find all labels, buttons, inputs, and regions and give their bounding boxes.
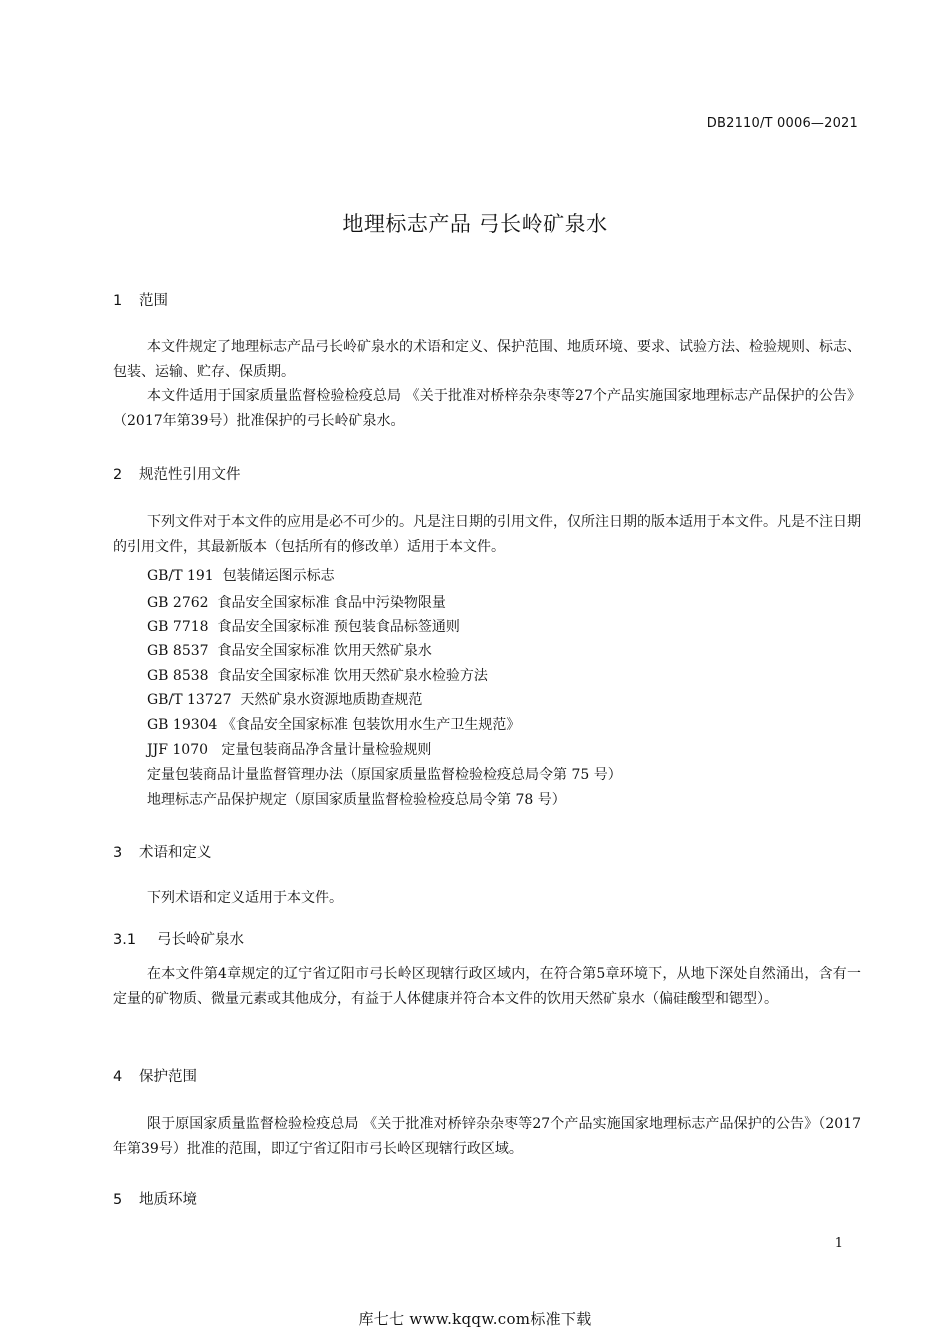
section-number: 2 [113, 467, 123, 483]
section-title: 范围 [139, 293, 168, 309]
section-5-heading [113, 1188, 197, 1209]
reference-item: GB 7718 食品安全国家标准 预包装食品标签通则 [147, 619, 460, 635]
footer-watermark: 库七七 www.kqqw.com标准下载 [358, 1310, 592, 1328]
reference-item: GB 19304 《食品安全国家标准 包装饮用水生产卫生规范》 [147, 717, 521, 733]
reference-item: 定量包装商品计量监督管理办法（原国家质量监督检验检疫总局令第 75 号） [147, 767, 622, 783]
subsection-number: 3.1 [113, 932, 137, 948]
subsection-3-1-heading [113, 928, 244, 949]
document-title: 地理标志产品 弓长岭矿泉水 [342, 212, 608, 236]
protection-scope-paragraph: 限于原国家质量监督检验检疫总局 《关于批准对桥锌杂杂枣等27个产品实施国家地理标志产品保护的公告》（2017年第39号）批准的范围，即辽宁省辽阳市弓长岭区现辖行政区域。 [113, 1116, 861, 1157]
terms-intro: 下列术语和定义适用于本文件。 [147, 890, 343, 906]
subsection-title: 弓长岭矿泉水 [157, 932, 244, 948]
reference-item: JJF 1070 定量包装商品净含量计量检验规则 [147, 742, 432, 758]
section-number: 3 [113, 845, 123, 861]
section-3-heading [113, 841, 212, 862]
document-code: DB2110/T 0006—2021 [706, 116, 858, 131]
section-title: 地质环境 [139, 1192, 197, 1208]
scope-paragraph-1: 本文件规定了地理标志产品弓长岭矿泉水的术语和定义、保护范围、地质环境、要求、试验方法、检验规则、标志、包装、运输、贮存、保质期。 [113, 339, 861, 380]
section-1-heading [113, 289, 168, 310]
section-title: 规范性引用文件 [139, 467, 241, 483]
normative-intro: 下列文件对于本文件的应用是必不可少的。凡是注日期的引用文件，仅所注日期的版本适用于本文件。凡是不注日期的引用文件，其最新版本（包括所有的修改单）适用于本文件。 [113, 514, 861, 555]
reference-item: GB 8537 食品安全国家标准 饮用天然矿泉水 [147, 643, 432, 659]
section-number: 4 [113, 1069, 123, 1085]
term-definition: 在本文件第4章规定的辽宁省辽阳市弓长岭区现辖行政区域内，在符合第5章环境下，从地下深处自然涌出，含有一定量的矿物质、微量元素或其他成分，有益于人体健康并符合本文件的饮用天然矿泉水（偏硅酸型和锶型）。 [113, 966, 861, 1007]
section-title: 保护范围 [139, 1069, 197, 1085]
scope-paragraph-2: 本文件适用于国家质量监督检验检疫总局 《关于批准对桥梓杂杂枣等27个产品实施国家地理标志产品保护的公告》（2017年第39号）批准保护的弓长岭矿泉水。 [113, 388, 861, 429]
reference-item: GB 2762 食品安全国家标准 食品中污染物限量 [147, 595, 446, 611]
section-2-heading [113, 463, 241, 484]
reference-item: GB/T 191 包装储运图示标志 [147, 568, 335, 584]
reference-item: 地理标志产品保护规定（原国家质量监督检验检疫总局令第 78 号） [147, 792, 566, 808]
section-number: 5 [113, 1192, 123, 1208]
section-4-heading [113, 1065, 197, 1086]
reference-item: GB 8538 食品安全国家标准 饮用天然矿泉水检验方法 [147, 668, 488, 684]
section-number: 1 [113, 293, 123, 309]
reference-item: GB/T 13727 天然矿泉水资源地质勘查规范 [147, 692, 423, 708]
page-number: 1 [834, 1236, 843, 1251]
section-title: 术语和定义 [139, 845, 212, 861]
